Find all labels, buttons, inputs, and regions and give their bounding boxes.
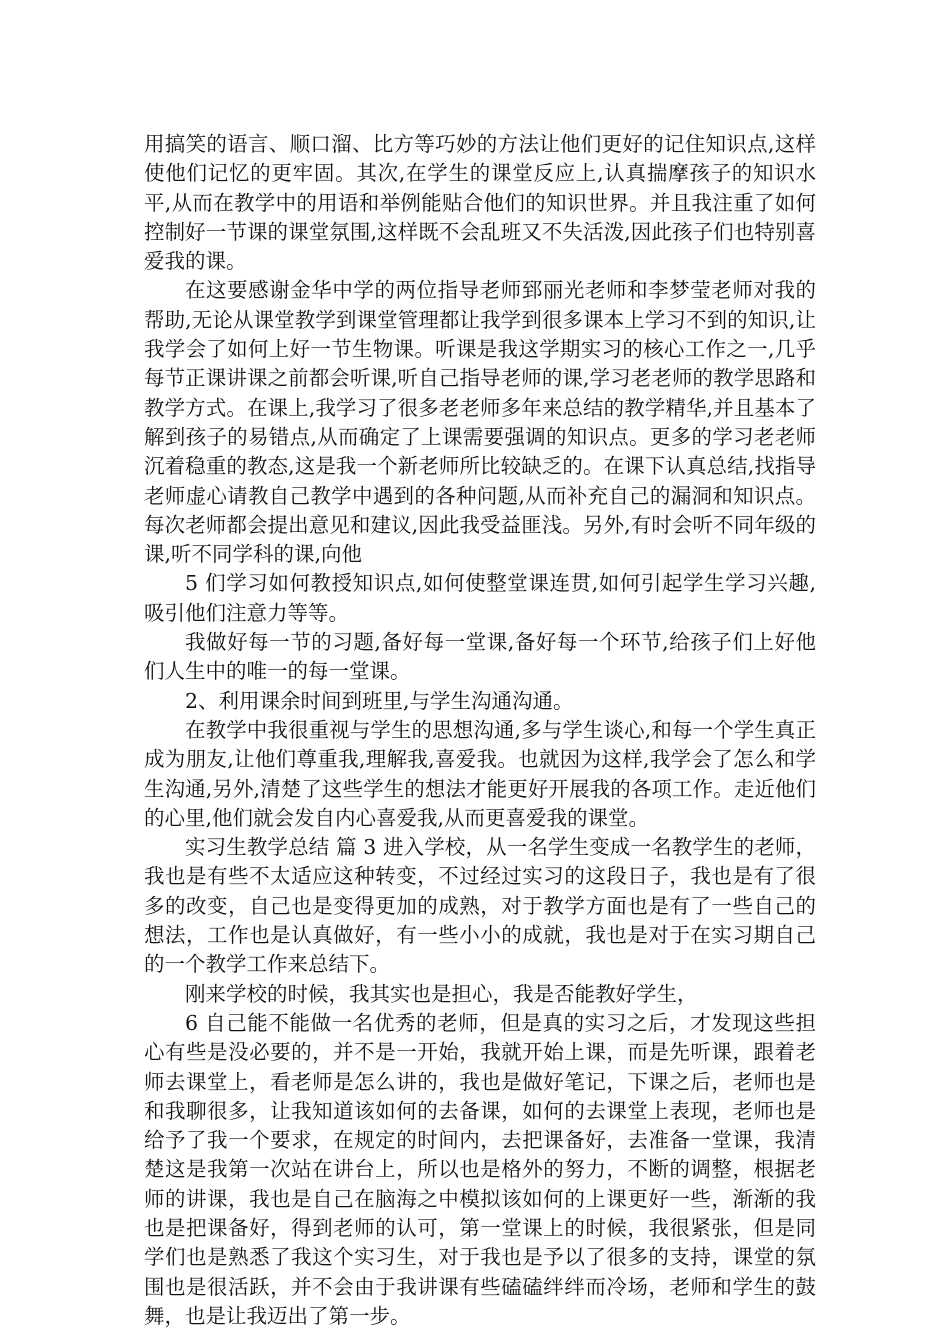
paragraph-2: 在这要感谢金华中学的两位指导老师郅丽光老师和李梦莹老师对我的帮助,无论从课堂教学到课堂管理都让我学到很多课本上学习不到的知识,让我学会了如何上好一节生物课。听课是我这学期实习的核心工作之一,几乎每节正课讲课之前都会听课,听自己指导老师的课,学习老老师的教学思路和教学方式。在课上,我学习了很多老老师多年来总结的教学精华,并且基本了解到孩子的易错点,从而确定了上课需要强调的知识点。更多的学习老老师沉着稳重的教态,这是我一个新老师所比较缺乏的。在课下认真总结,找指导老师虚心请教自己教学中遇到的各种问题,从而补充自己的漏洞和知识点。每次老师都会提出意见和建议,因此我受益匪浅。另外,有时会听不同年级的课,听不同学科的课,向他: [144, 278, 816, 567]
paragraph-9: 6 自己能不能做一名优秀的老师，但是真的实习之后，才发现这些担心有些是没必要的，并不是一开始，我就开始上课，而是先听课，跟着老师去课堂上，看老师是怎么讲的，我也是做好笔记，下课之后，老师也是和我聊很多，让我知道该如何的去备课，如何的去课堂上表现，老师也是给予了我一个要求，在规定的时间内，去把课备好，去准备一堂课，我清楚这是我第一次站在讲台上，所以也是格外的努力，不断的调整，根据老师的讲课，我也是自己在脑海之中模拟该如何的上课更好一些，渐渐的我也是把课备好，得到老师的认可，第一堂课上的时候，我很紧张，但是同学们也是熟悉了我这个实习生，对于我也是予以了很多的支持，课堂的氛围也是很活跃，并不会由于我讲课有些磕磕绊绊而冷场，老师和学生的鼓舞，也是让我迈出了第一步。: [144, 1010, 816, 1328]
document-body: [144, 130, 816, 1331]
paragraph-3: 5 们学习如何教授知识点,如何使整堂课连贯,如何引起学生学习兴趣,吸引他们注意力等等。: [144, 571, 816, 625]
paragraph-5-heading: 2、利用课余时间到班里,与学生沟通沟通。: [185, 688, 574, 713]
paragraph-8: 刚来学校的时候，我其实也是担心，我是否能教好学生，: [185, 981, 698, 1006]
paragraph-4: 我做好每一节的习题,备好每一堂课,备好每一个环节,给孩子们上好他们人生中的唯一的每一堂课。: [144, 630, 816, 684]
paragraph-6: 在教学中我很重视与学生的思想沟通,多与学生谈心,和每一个学生真正成为朋友,让他们尊重我,理解我,喜爱我。也就因为这样,我学会了怎么和学生沟通,另外,清楚了这些学生的想法才能更好开展我的各项工作。走近他们的心里,他们就会发自内心喜爱我,从而更喜爱我的课堂。: [144, 717, 816, 830]
paragraph-1: 用搞笑的语言、顺口溜、比方等巧妙的方法让他们更好的记住知识点,这样使他们记忆的更牢固。其次,在学生的课堂反应上,认真揣摩孩子的知识水平,从而在教学中的用语和举例能贴合他们的知识世界。并且我注重了如何控制好一节课的课堂氛围,这样既不会乱班又不失活泼,因此孩子们也特别喜爱我的课。: [144, 132, 816, 274]
paragraph-7-section-title: 实习生教学总结 篇 3 进入学校，从一名学生变成一名教学生的老师，我也是有些不太适应这种转变，不过经过实习的这段日子，我也是有了很多的改变，自己也是变得更加的成熟，对于教学方面也是有了一些自己的想法，工作也是认真做好，有一些小小的成就，我也是对于在实习期自己的一个教学工作来总结下。: [144, 835, 816, 977]
